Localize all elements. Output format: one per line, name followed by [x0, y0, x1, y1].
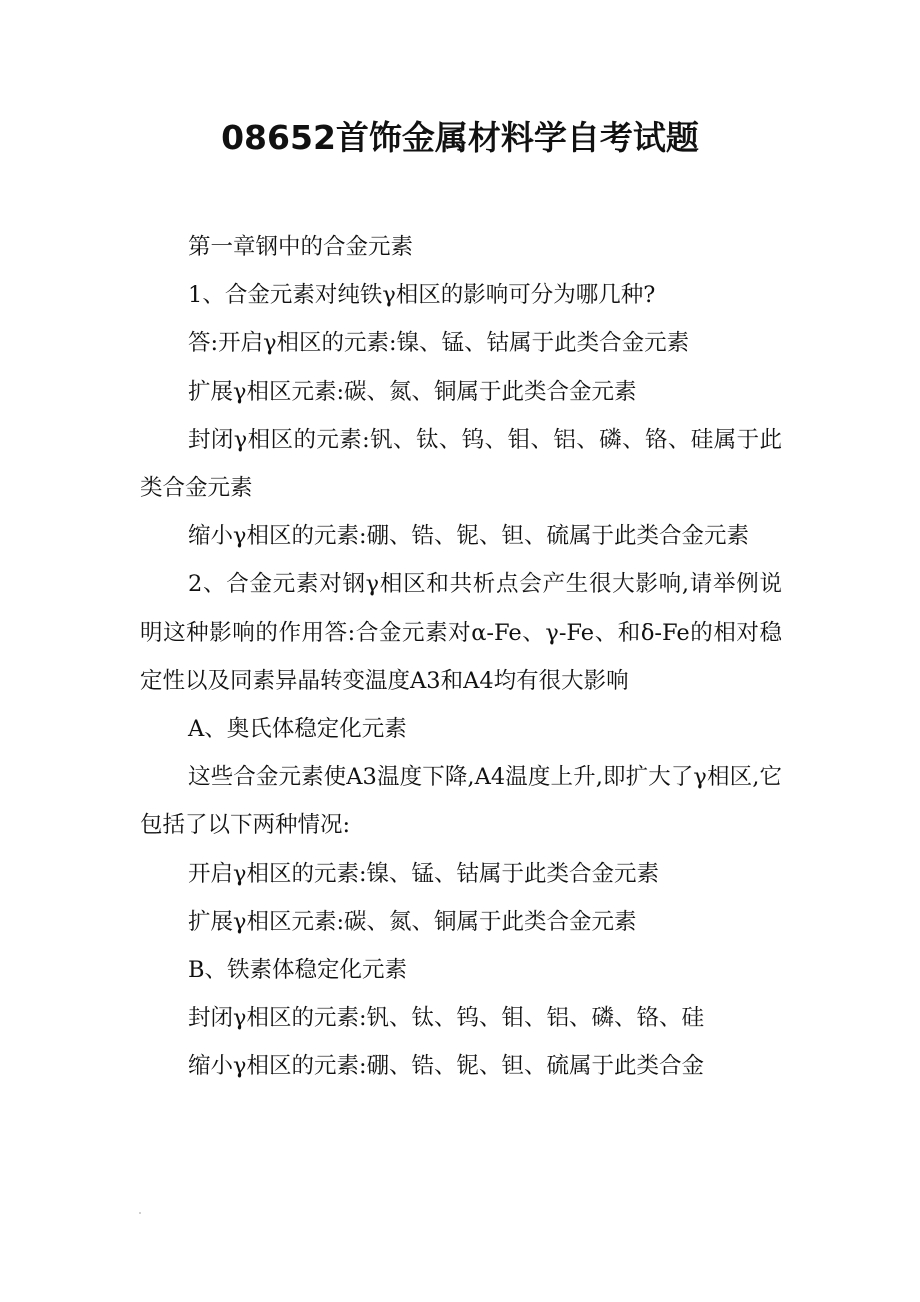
question-1: 1、合金元素对纯铁γ相区的影响可分为哪几种?	[188, 282, 656, 309]
answer-1-expand: 扩展γ相区元素:碳、氮、铜属于此类合金元素	[188, 378, 637, 405]
answer-1-open: 答:开启γ相区的元素:镍、锰、钴属于此类合金元素	[188, 330, 690, 357]
chapter-heading: 第一章钢中的合金元素	[188, 234, 414, 260]
section-b-heading: B、铁素体稳定化元素	[188, 957, 408, 984]
section-a-text: 这些合金元素使A3温度下降,A4温度上升,即扩大了γ相区,它包括了以下两种情况:	[140, 764, 782, 839]
section-a-heading: A、奥氏体稳定化元素	[188, 716, 407, 743]
question-2: 2、合金元素对钢γ相区和共析点会产生很大影响,请举例说明这种影响的作用答:合金元素对α-Fe、γ-Fe、和δ-Fe的相对稳定性以及同素异晶转变温度A3和A4均有很大影响	[140, 571, 782, 694]
section-b-shrink: 缩小γ相区的元素:硼、锆、铌、钽、硫属于此类合金	[188, 1053, 705, 1080]
section-a-expand: 扩展γ相区元素:碳、氮、铜属于此类合金元素	[188, 908, 637, 935]
document-title: 08652首饰金属材料学自考试题	[221, 118, 699, 157]
answer-1-shrink: 缩小γ相区的元素:硼、锆、铌、钽、硫属于此类合金元素	[188, 523, 750, 550]
section-a-open: 开启γ相区的元素:镍、锰、钴属于此类合金元素	[188, 860, 660, 887]
section-b-close: 封闭γ相区的元素:钒、钛、钨、钼、铝、磷、铬、硅	[188, 1005, 705, 1032]
document-body	[140, 223, 782, 1091]
answer-1-close: 封闭γ相区的元素:钒、钛、钨、钼、铝、磷、铬、硅属于此类合金元素	[140, 426, 782, 502]
scan-speck	[139, 1212, 141, 1214]
